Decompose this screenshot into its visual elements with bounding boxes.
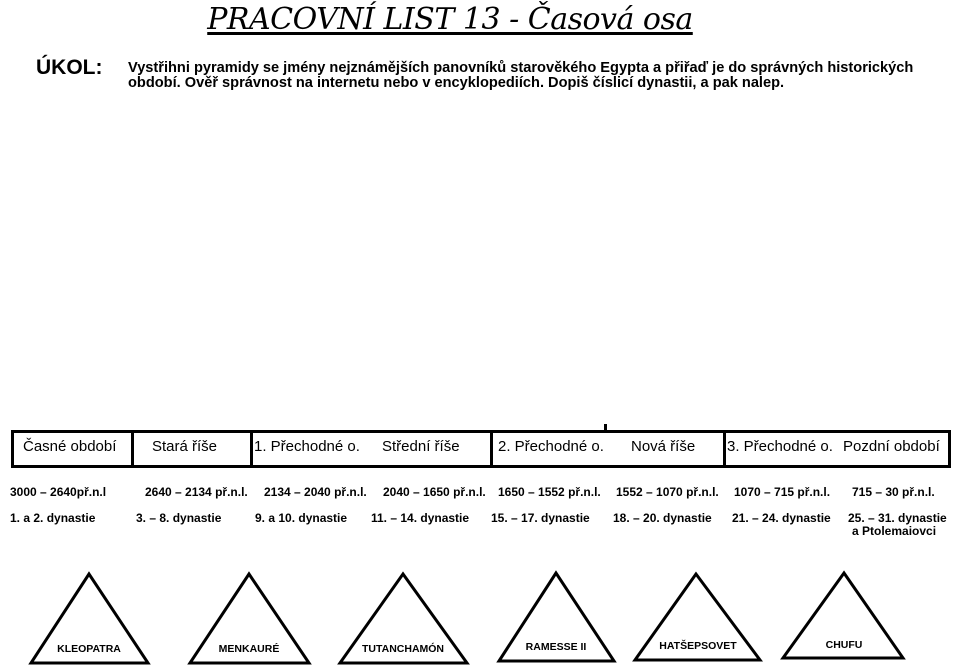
period-label: Pozdní období bbox=[843, 438, 940, 455]
period-label: Stará říše bbox=[152, 438, 218, 455]
timeline-bar bbox=[11, 430, 951, 468]
pyramid-label: HATŠEPSOVET bbox=[659, 640, 737, 652]
dynasty-range: 1. a 2. dynastie bbox=[10, 511, 96, 525]
dynasty-range: 3. – 8. dynastie bbox=[136, 511, 222, 525]
task-label: ÚKOL: bbox=[36, 56, 103, 79]
period-cell bbox=[607, 433, 723, 465]
period-cell bbox=[367, 433, 490, 465]
date-range: 1650 – 1552 př.n.l. bbox=[498, 485, 601, 499]
period-cell bbox=[840, 433, 945, 465]
period-label: 2. Přechodné o. bbox=[498, 438, 604, 455]
task-line-1: Vystřihni pyramidy se jmény nejznámějších panovníků starověkého Egypta a přiřaď je do správných historických bbox=[128, 60, 914, 76]
task-instructions bbox=[128, 61, 948, 91]
worksheet-title: PRACOVNÍ LIST 13 - Časová osa bbox=[207, 2, 693, 37]
dynasty-range: 11. – 14. dynastie bbox=[371, 511, 470, 525]
dynasty-range: 25. – 31. dynastie bbox=[848, 511, 947, 525]
date-range: 2640 – 2134 př.n.l. bbox=[145, 485, 248, 499]
period-label: 1. Přechodné o. bbox=[254, 438, 360, 455]
period-cell bbox=[490, 433, 607, 465]
period-cell bbox=[131, 433, 250, 465]
task-line-2: období. Ověř správnost na internetu nebo v encyklopediích. Dopiš číslicí dynastii, a pak nalep. bbox=[128, 75, 785, 91]
date-range: 2134 – 2040 př.n.l. bbox=[264, 485, 367, 499]
pyramid-label: TUTANCHAMÓN bbox=[361, 643, 445, 655]
period-label: 3. Přechodné o. bbox=[727, 438, 833, 455]
period-label: Střední říše bbox=[382, 438, 460, 455]
period-cell bbox=[14, 433, 131, 465]
pyramid-label: RAMESSE II bbox=[525, 641, 587, 653]
date-range: 2040 – 1650 př.n.l. bbox=[383, 485, 486, 499]
pyramids-svg bbox=[0, 570, 960, 668]
dynasty-range: 21. – 24. dynastie bbox=[732, 511, 831, 525]
period-cell bbox=[250, 433, 367, 465]
dynasty-note: a Ptolemaiovci bbox=[852, 524, 937, 538]
date-range: 3000 – 2640př.n.l bbox=[10, 485, 107, 499]
period-label: Časné období bbox=[23, 438, 117, 455]
pyramid-label: CHUFU bbox=[825, 639, 863, 651]
pyramid-label: KLEOPATRA bbox=[57, 643, 121, 655]
pyramid-label: MENKAURÉ bbox=[218, 643, 280, 655]
period-cell bbox=[723, 433, 840, 465]
period-label: Nová říše bbox=[631, 438, 696, 455]
date-range: 1552 – 1070 př.n.l. bbox=[616, 485, 719, 499]
date-range: 1070 – 715 př.n.l. bbox=[734, 485, 831, 499]
date-range: 715 – 30 př.n.l. bbox=[852, 485, 935, 499]
dynasty-range: 18. – 20. dynastie bbox=[613, 511, 712, 525]
dynasty-range: 9. a 10. dynastie bbox=[255, 511, 348, 525]
dynasty-range: 15. – 17. dynastie bbox=[491, 511, 590, 525]
